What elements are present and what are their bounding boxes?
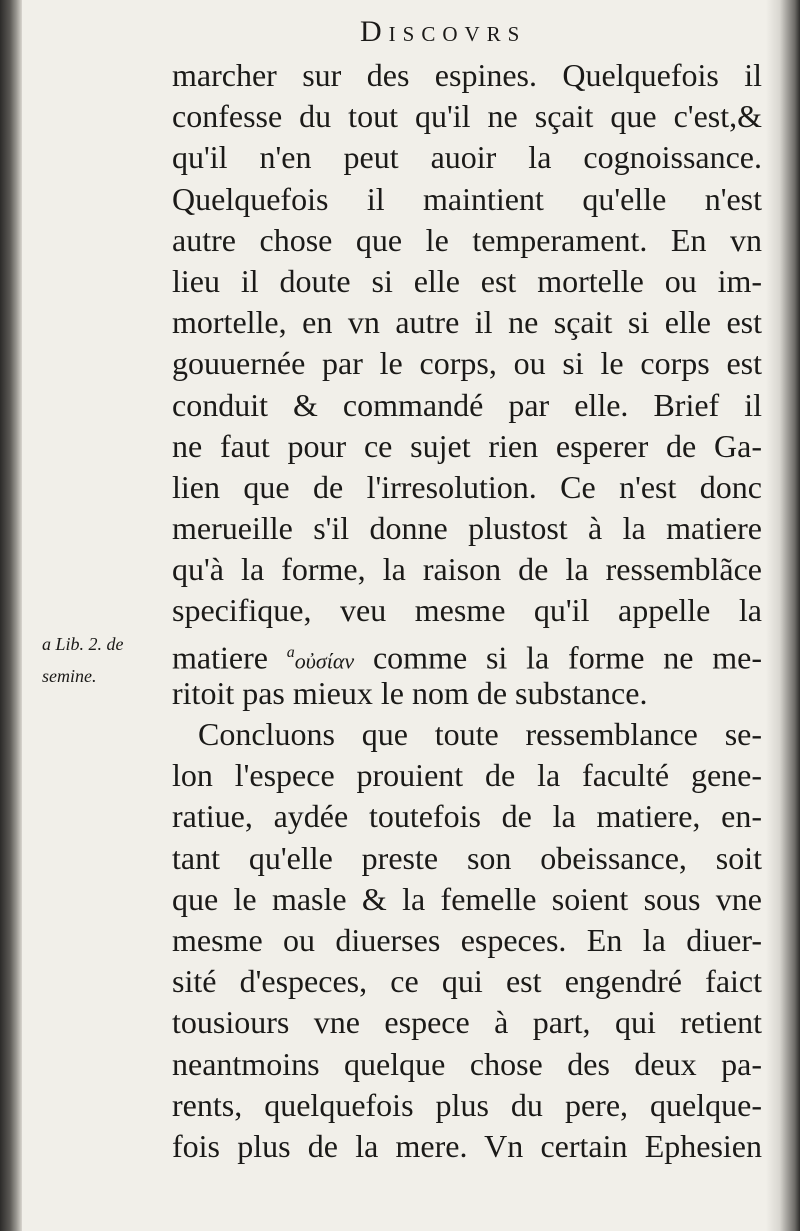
text-line: gouuernée par le corps, ou si le corps est [172, 345, 762, 382]
text-line: Quelquefois il maintient qu'elle n'est [172, 180, 762, 217]
text-line: mesme ou diuerses especes. En la diuer- [172, 921, 762, 958]
text-line: neantmoins quelque chose des deux pa- [172, 1045, 762, 1082]
book-binding-edge [0, 0, 22, 1231]
text-line: lieu il doute si elle est mortelle ou im- [172, 262, 762, 299]
text-line: confesse du tout qu'il ne sçait que c'est,& [172, 98, 762, 135]
text-line: fois plus de la mere. Vn certain Ephesien [172, 1127, 762, 1164]
text-line: sité d'especes, ce qui est engendré faict [172, 963, 762, 1000]
text-line: que le masle & la femelle soient sous vne [172, 880, 762, 917]
running-header: Discovrs [360, 15, 527, 48]
body-text [172, 55, 762, 1167]
text-fragment: comme si la forme ne me- [372, 639, 763, 676]
text-line: qu'à la forme, la raison de la ressemblãce [172, 551, 762, 588]
text-line: ritoit pas mieux le nom de substance. [172, 674, 648, 711]
text-line: rents, quelquefois plus du pere, quelque- [172, 1086, 762, 1123]
marginal-note-line2: semine. [42, 666, 97, 686]
text-line: specifique, veu mesme qu'il appelle la [172, 592, 762, 629]
text-line: merueille s'il donne plustost à la matiere [172, 510, 762, 547]
text-line-paragraph-start: Concluons que toute ressemblance se- [198, 716, 762, 752]
text-line: lien que de l'irresolution. Ce n'est donc [172, 468, 762, 505]
text-line: tant qu'elle preste son obeissance, soit [172, 839, 762, 876]
marginal-note [42, 628, 170, 692]
marginal-note-line1: Lib. 2. de [55, 634, 124, 654]
text-line: mortelle, en vn autre il ne sçait si elle est [172, 304, 762, 341]
text-line: autre chose que le temperament. En vn [172, 221, 762, 258]
text-line: ratiue, aydée toutefois de la matiere, en- [172, 798, 762, 835]
text-line: qu'il n'en peut auoir la cognoissance. [172, 139, 762, 176]
greek-word: οὐσίαν [294, 648, 355, 674]
text-line: ne faut pour ce sujet rien esperer de Ga- [172, 427, 762, 464]
text-line: marcher sur des espines. Quelquefois il [172, 57, 762, 93]
text-line: tousiours vne espece à part, qui retient [172, 1004, 762, 1041]
reference-mark: a [286, 643, 295, 661]
text-fragment: matiere [172, 639, 268, 676]
text-line-with-reference [172, 632, 763, 676]
page-edge-shadow [766, 0, 800, 1231]
marginal-note-mark: a [42, 634, 51, 654]
text-line: conduit & commandé par elle. Brief il [172, 386, 762, 423]
text-line: lon l'espece prouient de la faculté gene- [172, 757, 762, 794]
